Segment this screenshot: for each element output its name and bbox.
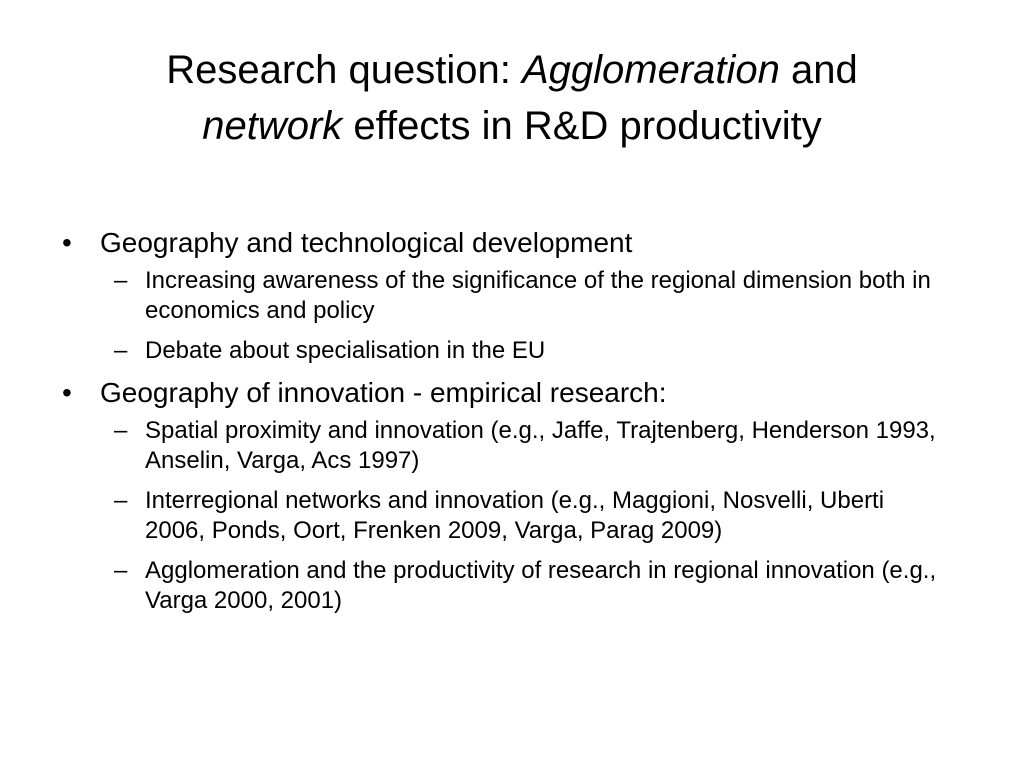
slide-body: [60, 226, 960, 626]
bullet-list: [60, 226, 960, 616]
sub-bullet-text: Spatial proximity and innovation (e.g., Jaffe, Trajtenberg, Henderson 1993, Anselin, Varga, Acs 1997): [145, 417, 936, 474]
title-text-part1: Research question:: [166, 48, 522, 92]
sub-bullet-text: Debate about specialisation in the EU: [145, 337, 546, 364]
title-italic-agglomeration: Agglomeration: [521, 48, 780, 92]
sub-bullet-text: Interregional networks and innovation (e.g., Maggioni, Nosvelli, Uberti 2006, Ponds, Oort, Frenken 2009, Varga, Parag 2009): [145, 487, 885, 544]
bullet-item: [60, 376, 960, 616]
sub-bullet-list: [100, 266, 960, 366]
sub-bullet-item: [100, 416, 960, 476]
bullet-marker: •: [62, 227, 72, 258]
sub-bullet-marker: –: [114, 557, 128, 584]
title-text-part5: effects in R&D productivity: [342, 104, 822, 148]
sub-bullet-marker: –: [114, 487, 128, 514]
title-text-part3: and: [779, 48, 858, 92]
sub-bullet-item: [100, 486, 960, 546]
bullet-item: [60, 226, 960, 366]
sub-bullet-marker: –: [114, 337, 128, 364]
sub-bullet-marker: –: [114, 267, 128, 294]
sub-bullet-list: [100, 416, 960, 616]
sub-bullet-item: [100, 336, 960, 366]
sub-bullet-text: Agglomeration and the productivity of research in regional innovation (e.g., Varga 2000, 2001): [145, 557, 937, 614]
title-italic-network: network: [202, 104, 343, 148]
bullet-marker: •: [62, 377, 72, 408]
sub-bullet-item: [100, 266, 960, 326]
slide-title: [60, 42, 964, 154]
bullet-text: Geography of innovation - empirical research:: [100, 377, 667, 408]
bullet-text: Geography and technological development: [100, 227, 633, 258]
sub-bullet-text: Increasing awareness of the significance of the regional dimension both in economics and policy: [145, 267, 931, 324]
sub-bullet-marker: –: [114, 417, 128, 444]
sub-bullet-item: [100, 556, 960, 616]
